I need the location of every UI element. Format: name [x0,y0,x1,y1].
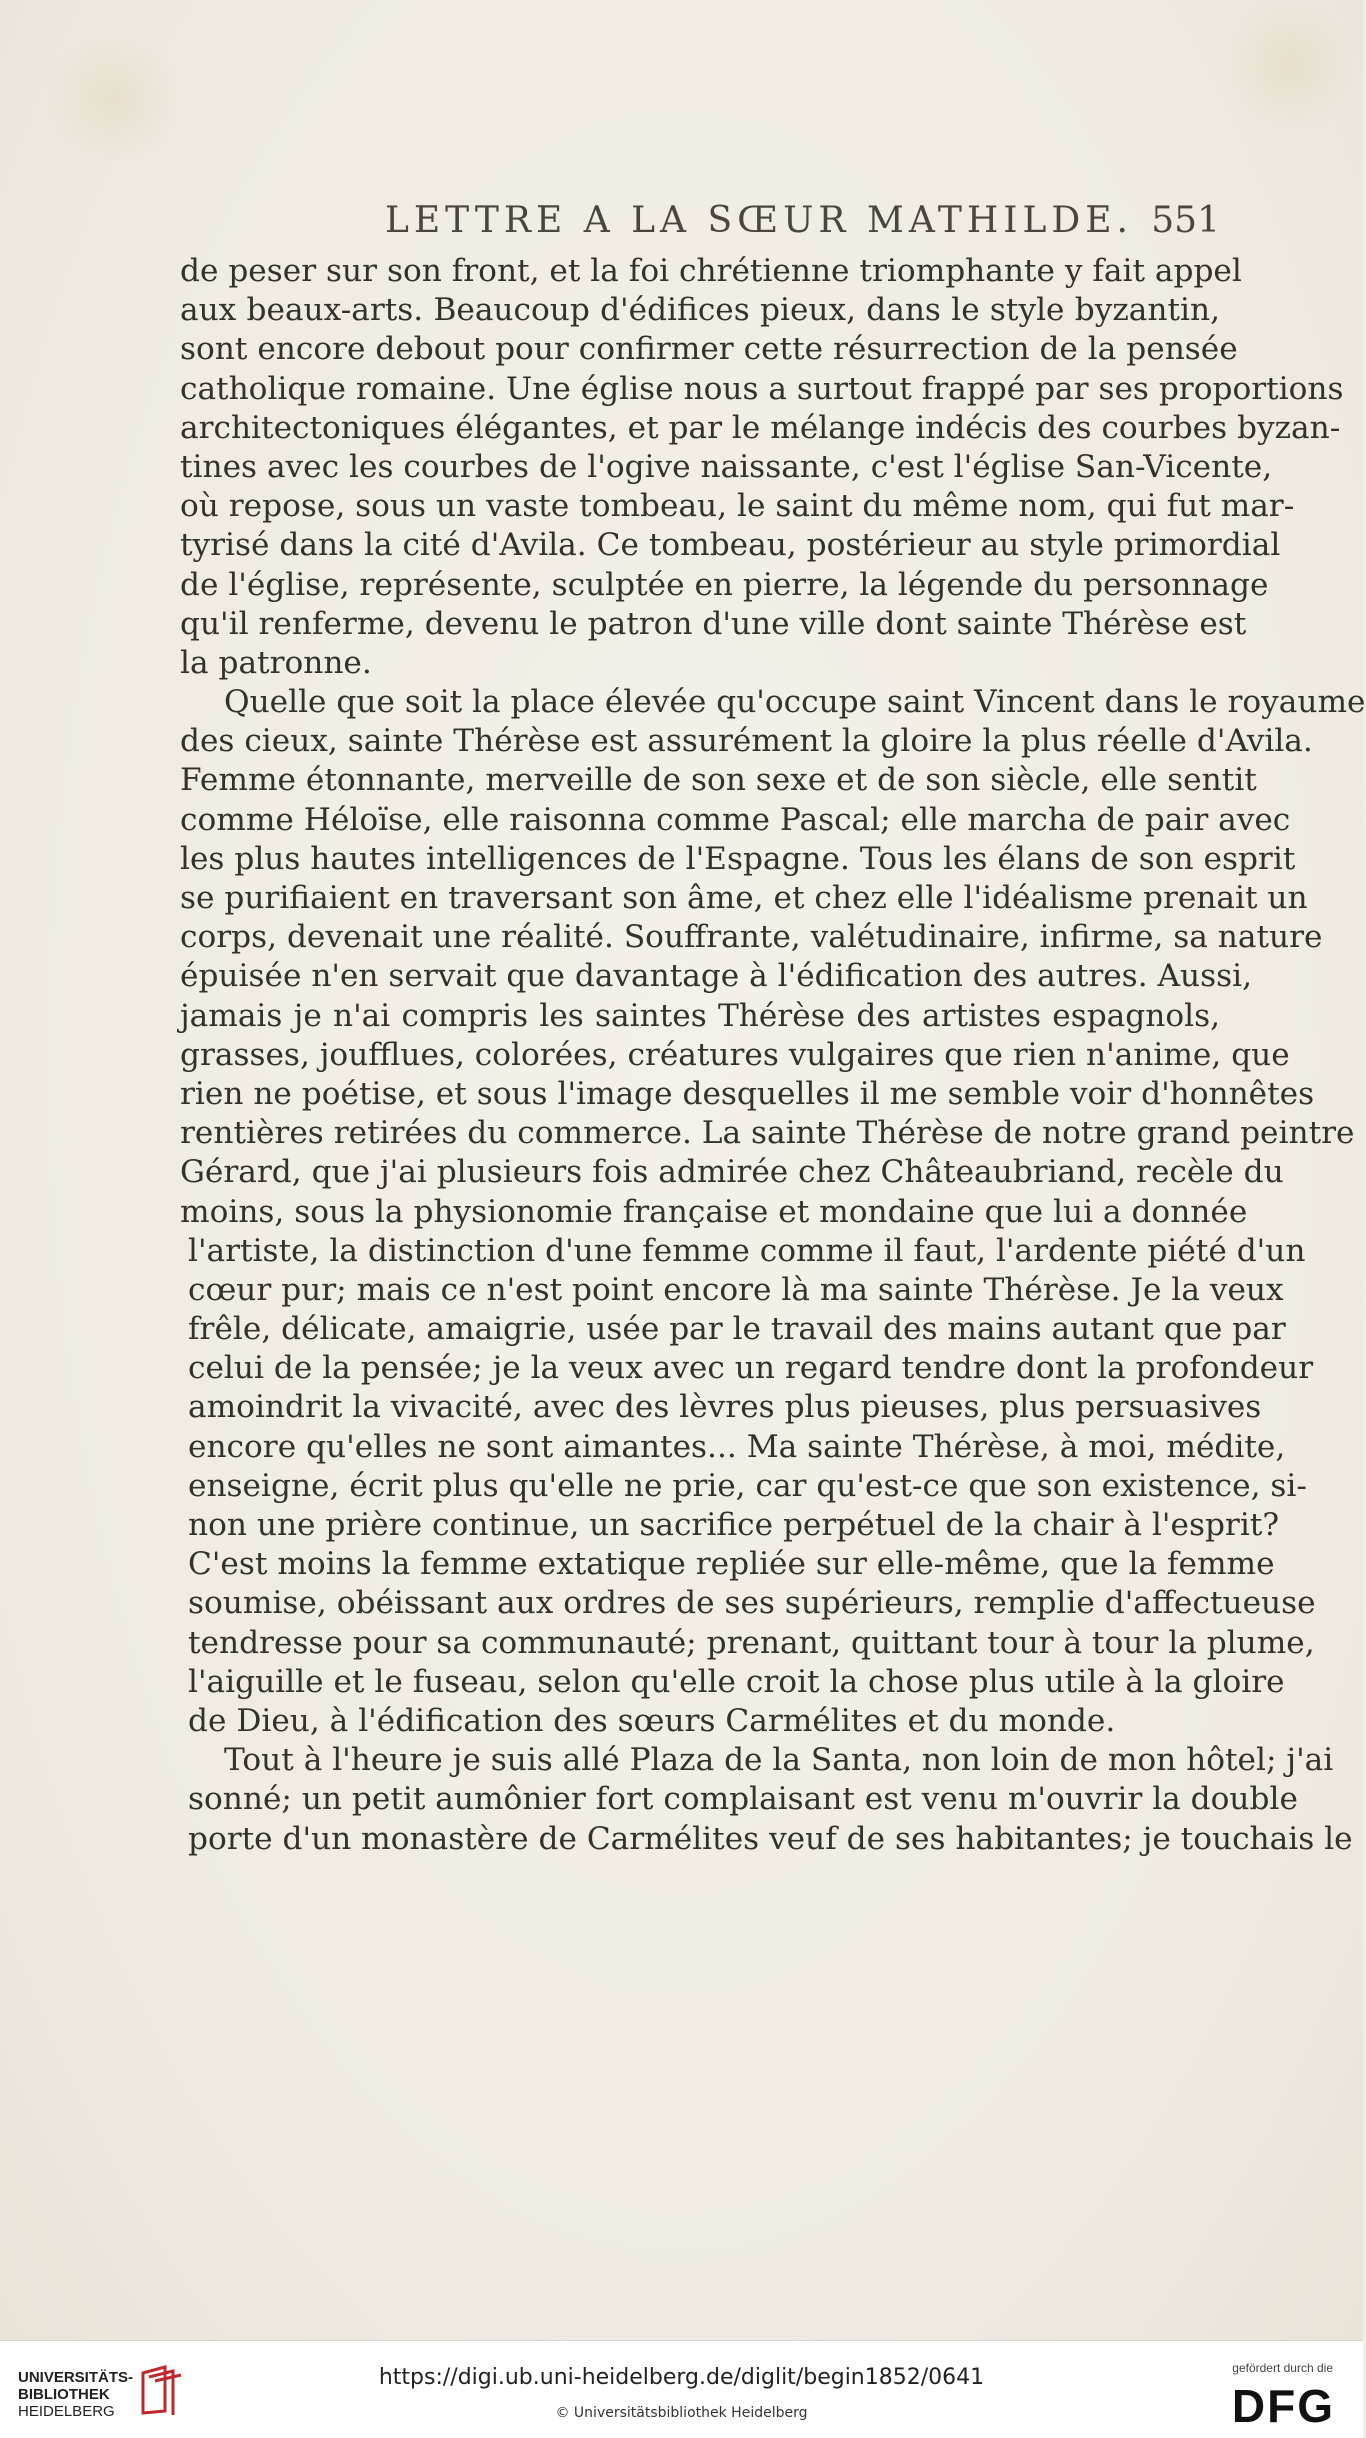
page-stain [40,40,190,160]
page-number: 551 [1151,200,1220,241]
text-line: comme Héloïse, elle raisonna comme Pascal; elle marcha de pair avec [180,801,1291,838]
copyright-notice: © Universitätsbibliothek Heidelberg [555,2405,808,2421]
text-line: celui de la pensée; je la veux avec un regard tendre dont la profondeur [188,1350,1314,1387]
text-line: rien ne poétise, et sous l'image desquelles il me semble voir d'honnêtes [180,1075,1315,1112]
text-line: soumise, obéissant aux ordres de ses supérieurs, remplie d'affectueuse [188,1585,1316,1622]
library-name-line: HEIDELBERG [18,2403,115,2420]
text-line: les plus hautes intelligences de l'Espagne. Tous les élans de son esprit [180,840,1296,877]
text-line: moins, sous la physionomie française et mondaine que lui a donnée [180,1193,1248,1230]
text-line: tyrisé dans la cité d'Avila. Ce tombeau, postérieur au style primordial [180,527,1281,564]
library-name-line: BIBLIOTHEK [18,2386,110,2403]
text-line: l'aiguille et le fuseau, selon qu'elle croit la chose plus utile à la gloire [188,1663,1285,1700]
library-name-line: UNIVERSITÄTS- [18,2369,134,2386]
text-line: des cieux, sainte Thérèse est assurément la gloire la plus réelle d'Avila. [180,723,1313,760]
text-line: Gérard, que j'ai plusieurs fois admirée chez Châteaubriand, recèle du [180,1154,1284,1191]
viewer-footer [0,2340,1363,2438]
text-line: se purifiaient en traversant son âme, et chez elle l'idéalisme prenait un [180,880,1308,916]
text-line: sont encore debout pour confirmer cette résurrection de la pensée [180,331,1238,368]
text-line: de peser sur son front, et la foi chrétienne triomphante y fait appel [180,253,1242,289]
funded-by-label: gefördert durch die [1232,2361,1333,2375]
text-line: non une prière continue, un sacrifice perpétuel de la chair à l'esprit? [188,1507,1280,1543]
text-line: grasses, joufflues, colorées, créatures vulgaires que rien n'anime, que [180,1036,1290,1073]
text-line: la patronne. [180,644,372,681]
text-line: rentières retirées du commerce. La sainte Thérèse de notre grand peintre [180,1115,1355,1152]
text-line: de Dieu, à l'édification des sœurs Carmélites et du monde. [188,1702,1116,1739]
permalink-url[interactable]: https://digi.ub.uni-heidelberg.de/diglit/begin1852/0641 [378,2365,985,2390]
running-title: LETTRE A LA SŒUR MATHILDE. [385,200,1133,241]
text-line: de l'église, représente, sculptée en pierre, la légende du personnage [180,566,1269,603]
text-line: où repose, sous un vaste tombeau, le saint du même nom, qui fut mar- [180,488,1295,525]
text-line: cœur pur; mais ce n'est point encore là ma sainte Thérèse. Je la veux [188,1271,1284,1308]
text-line: tines avec les courbes de l'ogive naissante, c'est l'église San-Vicente, [180,448,1273,485]
text-line: catholique romaine. Une église nous a surtout frappé par ses proportions [180,370,1344,407]
text-line: C'est moins la femme extatique repliée sur elle-même, que la femme [188,1546,1275,1583]
page-stain [1220,0,1360,130]
text-line: Quelle que soit la place élevée qu'occupe saint Vincent dans le royaume [224,684,1366,721]
page-header [180,200,1220,250]
text-line: Tout à l'heure je suis allé Plaza de la Santa, non loin de mon hôtel; j'ai [224,1742,1334,1779]
text-line: aux beaux-arts. Beaucoup d'édifices pieux, dans le style byzantin, [180,292,1220,329]
text-line: l'artiste, la distinction d'une femme comme il faut, l'ardente piété d'un [188,1232,1306,1269]
text-line: Femme étonnante, merveille de son sexe et de son siècle, elle sentit [180,762,1257,799]
text-line: amoindrit la vivacité, avec des lèvres plus pieuses, plus persuasives [188,1389,1262,1426]
text-line: enseigne, écrit plus qu'elle ne prie, car qu'est-ce que son existence, si- [188,1467,1307,1504]
text-line: jamais je n'ai compris les saintes Thérèse des artistes espagnols, [180,997,1220,1034]
dfg-logo[interactable]: DFG [1231,2380,1335,2432]
text-line: épuisée n'en servait que davantage à l'édification des autres. Aussi, [180,958,1253,995]
text-line: corps, devenait une réalité. Souffrante, valétudinaire, infirme, sa nature [180,919,1323,956]
text-line: porte d'un monastère de Carmélites veuf de ses habitantes; je touchais le [188,1820,1353,1857]
body-text [180,252,1366,1859]
text-line: sonné; un petit aumônier fort complaisant est venu m'ouvrir la double [188,1781,1298,1818]
text-line: qu'il renferme, devenu le patron d'une ville dont sainte Thérèse est [180,605,1247,642]
text-line: architectoniques élégantes, et par le mélange indécis des courbes byzan- [180,409,1341,446]
text-line: encore qu'elles ne sont aimantes... Ma sainte Thérèse, à moi, médite, [188,1428,1286,1465]
text-line: frêle, délicate, amaigrie, usée par le travail des mains autant que par [188,1311,1286,1348]
text-line: tendresse pour sa communauté; prenant, quittant tour à tour la plume, [188,1624,1315,1661]
